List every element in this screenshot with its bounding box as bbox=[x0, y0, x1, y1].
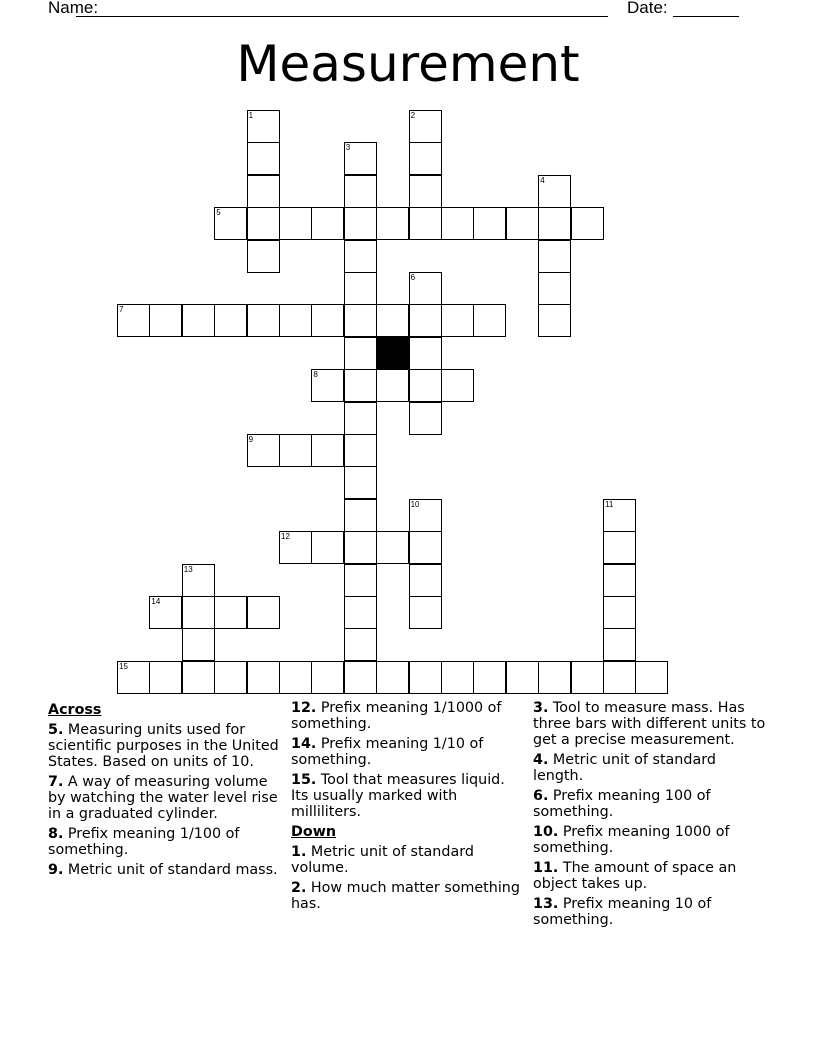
down-clue bbox=[533, 700, 768, 748]
crossword-cell[interactable] bbox=[149, 304, 182, 337]
crossword-cell[interactable] bbox=[344, 466, 377, 499]
clue-number-label: 2. bbox=[291, 880, 307, 896]
crossword-cell[interactable] bbox=[279, 207, 312, 240]
clue-number-label: 9. bbox=[48, 862, 64, 878]
crossword-cell[interactable] bbox=[603, 564, 636, 597]
crossword-cell[interactable] bbox=[441, 207, 474, 240]
across-clue bbox=[48, 826, 283, 858]
crossword-cell[interactable] bbox=[538, 304, 571, 337]
crossword-cell[interactable] bbox=[344, 207, 377, 240]
clue-number-label: 1. bbox=[291, 844, 307, 860]
crossword-cell[interactable] bbox=[344, 142, 377, 175]
crossword-cell[interactable] bbox=[473, 304, 506, 337]
crossword-cell[interactable] bbox=[603, 499, 636, 532]
name-write-line[interactable] bbox=[76, 16, 608, 17]
clue-number: 7 bbox=[119, 305, 124, 315]
crossword-cell[interactable] bbox=[344, 272, 377, 305]
crossword-cell[interactable] bbox=[247, 304, 280, 337]
down-clue bbox=[533, 896, 768, 928]
crossword-cell[interactable] bbox=[538, 661, 571, 694]
crossword-cell[interactable] bbox=[473, 661, 506, 694]
crossword-cell[interactable] bbox=[409, 369, 442, 402]
clue-number-label: 8. bbox=[48, 826, 64, 842]
crossword-cell[interactable] bbox=[214, 661, 247, 694]
clue-number-label: 13. bbox=[533, 896, 559, 912]
crossword-cell[interactable] bbox=[376, 304, 409, 337]
down-clue bbox=[291, 844, 526, 876]
clue-text: Prefix meaning 1/100 of something. bbox=[48, 826, 240, 858]
crossword-cell[interactable] bbox=[441, 661, 474, 694]
crossword-cell[interactable] bbox=[247, 142, 280, 175]
crossword-cell[interactable] bbox=[538, 175, 571, 208]
down-clue bbox=[533, 860, 768, 892]
across-clue bbox=[291, 772, 526, 820]
clue-text: Prefix meaning 100 of something. bbox=[533, 788, 711, 820]
clue-number-label: 3. bbox=[533, 700, 549, 716]
crossword-cell[interactable] bbox=[344, 304, 377, 337]
crossword-cell[interactable] bbox=[214, 207, 247, 240]
crossword-cell[interactable] bbox=[247, 240, 280, 273]
crossword-cell[interactable] bbox=[247, 207, 280, 240]
clue-text: Measuring units used for scientific purposes in the United States. Based on units of 10. bbox=[48, 722, 279, 770]
crossword-cell[interactable] bbox=[311, 369, 344, 402]
crossword-cell[interactable] bbox=[247, 661, 280, 694]
clue-text: A way of measuring volume by watching the water level rise in a graduated cylinder. bbox=[48, 774, 278, 822]
clues-column-3 bbox=[533, 700, 768, 932]
crossword-cell[interactable] bbox=[344, 531, 377, 564]
crossword-cell[interactable] bbox=[182, 564, 215, 597]
crossword-cell[interactable] bbox=[344, 661, 377, 694]
crossword-cell[interactable] bbox=[182, 596, 215, 629]
crossword-cell[interactable] bbox=[344, 175, 377, 208]
crossword-cell[interactable] bbox=[279, 434, 312, 467]
crossword-cell[interactable] bbox=[571, 207, 604, 240]
clue-number-label: 11. bbox=[533, 860, 559, 876]
clue-number-label: 4. bbox=[533, 752, 549, 768]
crossword-cell[interactable] bbox=[409, 564, 442, 597]
crossword-cell[interactable] bbox=[311, 434, 344, 467]
crossword-cell[interactable] bbox=[247, 596, 280, 629]
down-heading: Down bbox=[291, 824, 337, 840]
crossword-cell[interactable] bbox=[506, 207, 539, 240]
crossword-cell[interactable] bbox=[376, 369, 409, 402]
crossword-cell[interactable] bbox=[635, 661, 668, 694]
crossword-cell[interactable] bbox=[344, 564, 377, 597]
down-clue bbox=[291, 880, 526, 912]
clue-text: Prefix meaning 1/1000 of something. bbox=[291, 700, 502, 732]
down-clue bbox=[533, 752, 768, 784]
clues-column-1 bbox=[48, 700, 283, 882]
crossword-cell[interactable] bbox=[376, 207, 409, 240]
clue-number: 1 bbox=[248, 111, 254, 120]
crossword-cell[interactable] bbox=[344, 596, 377, 629]
clue-text: The amount of space an object takes up. bbox=[533, 860, 737, 892]
crossword-cell[interactable] bbox=[279, 661, 312, 694]
worksheet-header bbox=[0, 0, 816, 22]
clues-column-2 bbox=[291, 700, 526, 916]
crossword-cell[interactable] bbox=[279, 531, 312, 564]
clue-number: 6 bbox=[410, 273, 416, 282]
crossword-cell[interactable] bbox=[182, 628, 215, 661]
crossword-cell[interactable] bbox=[344, 337, 377, 370]
crossword-cell[interactable] bbox=[344, 402, 377, 435]
clue-number: 3 bbox=[345, 143, 351, 153]
across-clue bbox=[291, 700, 526, 732]
crossword-cell[interactable] bbox=[538, 240, 571, 273]
crossword-cell[interactable] bbox=[603, 628, 636, 661]
crossword-cell[interactable] bbox=[409, 596, 442, 629]
clue-number: 15 bbox=[119, 661, 128, 671]
date-write-line[interactable] bbox=[673, 16, 739, 17]
crossword-cell[interactable] bbox=[279, 304, 312, 337]
clue-number: 4 bbox=[540, 175, 545, 185]
crossword-cell[interactable] bbox=[311, 207, 344, 240]
crossword-cell[interactable] bbox=[409, 531, 442, 564]
crossword-cell[interactable] bbox=[441, 304, 474, 337]
clue-number: 13 bbox=[183, 564, 193, 574]
across-clue bbox=[48, 722, 283, 770]
crossword-cell[interactable] bbox=[247, 110, 280, 143]
crossword-cell[interactable] bbox=[603, 596, 636, 629]
crossword-cell[interactable] bbox=[117, 304, 150, 337]
crossword-cell[interactable] bbox=[409, 402, 442, 435]
crossword-cell[interactable] bbox=[409, 175, 442, 208]
crossword-cell[interactable] bbox=[603, 531, 636, 564]
crossword-cell[interactable] bbox=[344, 369, 377, 402]
crossword-cell[interactable] bbox=[311, 661, 344, 694]
page-title: Measurement bbox=[236, 35, 580, 93]
clue-text: Prefix meaning 10 of something. bbox=[533, 896, 712, 928]
across-clue bbox=[48, 862, 283, 878]
clue-number-label: 5. bbox=[48, 722, 64, 738]
crossword-cell[interactable] bbox=[247, 434, 280, 467]
across-clue bbox=[291, 736, 526, 768]
clue-number: 14 bbox=[151, 597, 161, 606]
crossword-cell[interactable] bbox=[182, 304, 215, 337]
clue-text: Metric unit of standard volume. bbox=[291, 844, 474, 876]
crossword-cell[interactable] bbox=[247, 175, 280, 208]
across-clue bbox=[48, 774, 283, 822]
across-heading: Across bbox=[48, 702, 102, 718]
crossword-cell[interactable] bbox=[409, 207, 442, 240]
clue-number-label: 12. bbox=[291, 700, 317, 716]
crossword-cell[interactable] bbox=[409, 499, 442, 532]
down-clue bbox=[533, 824, 768, 856]
crossword-cell[interactable] bbox=[571, 661, 604, 694]
clue-number-label: 14. bbox=[291, 736, 317, 752]
crossword-cell[interactable] bbox=[214, 304, 247, 337]
down-clue-list-continued bbox=[533, 700, 768, 928]
clue-text: Tool that measures liquid. Its usually marked with milliliters. bbox=[291, 772, 505, 820]
crossword-cell[interactable] bbox=[441, 369, 474, 402]
crossword-cell[interactable] bbox=[149, 596, 182, 629]
crossword-cell[interactable] bbox=[214, 596, 247, 629]
crossword-cell[interactable] bbox=[603, 661, 636, 694]
clue-number-label: 6. bbox=[533, 788, 549, 804]
clue-text: Prefix meaning 1000 of something. bbox=[533, 824, 730, 856]
crossword-cell[interactable] bbox=[409, 337, 442, 370]
crossword-cell[interactable] bbox=[344, 499, 377, 532]
date-label: Date: bbox=[627, 0, 668, 17]
clue-number-label: 10. bbox=[533, 824, 559, 840]
clue-number-label: 7. bbox=[48, 774, 64, 790]
clue-text: Metric unit of standard length. bbox=[533, 752, 716, 784]
clue-text: Tool to measure mass. Has three bars with different units to get a precise measurement. bbox=[533, 700, 766, 748]
clue-number-label: 15. bbox=[291, 772, 317, 788]
clue-text: Metric unit of standard mass. bbox=[63, 862, 278, 878]
clue-number: 2 bbox=[410, 111, 416, 120]
crossword-cell[interactable] bbox=[409, 661, 442, 694]
crossword-cell[interactable] bbox=[344, 240, 377, 273]
crossword-cell[interactable] bbox=[409, 272, 442, 305]
crossword-cell[interactable] bbox=[344, 434, 377, 467]
crossword-cell[interactable] bbox=[409, 304, 442, 337]
crossword-cell[interactable] bbox=[149, 661, 182, 694]
crossword-cell[interactable] bbox=[117, 661, 150, 694]
crossword-cell[interactable] bbox=[376, 661, 409, 694]
crossword-cell[interactable] bbox=[311, 304, 344, 337]
crossword-cell[interactable] bbox=[473, 207, 506, 240]
down-clue-list bbox=[291, 844, 526, 912]
clue-number: 9 bbox=[248, 435, 254, 444]
crossword-cell[interactable] bbox=[538, 272, 571, 305]
crossword-cell[interactable] bbox=[409, 110, 442, 143]
down-clue bbox=[533, 788, 768, 820]
crossword-black-cell bbox=[376, 337, 409, 370]
clue-number: 8 bbox=[313, 370, 318, 380]
clue-number: 12 bbox=[281, 532, 290, 542]
clue-text: How much matter something has. bbox=[291, 880, 520, 912]
crossword-cell[interactable] bbox=[376, 531, 409, 564]
clue-number: 5 bbox=[216, 208, 221, 218]
crossword-cell[interactable] bbox=[311, 531, 344, 564]
crossword-cell[interactable] bbox=[506, 661, 539, 694]
crossword-cell[interactable] bbox=[344, 628, 377, 661]
crossword-cell[interactable] bbox=[538, 207, 571, 240]
clue-text: Prefix meaning 1/10 of something. bbox=[291, 736, 484, 768]
across-clue-list bbox=[48, 722, 283, 878]
clue-number: 10 bbox=[410, 499, 420, 509]
crossword-cell[interactable] bbox=[409, 142, 442, 175]
clue-number: 11 bbox=[605, 499, 614, 509]
across-clue-list-continued bbox=[291, 700, 526, 820]
crossword-cell[interactable] bbox=[182, 661, 215, 694]
name-label: Name: bbox=[48, 0, 99, 17]
